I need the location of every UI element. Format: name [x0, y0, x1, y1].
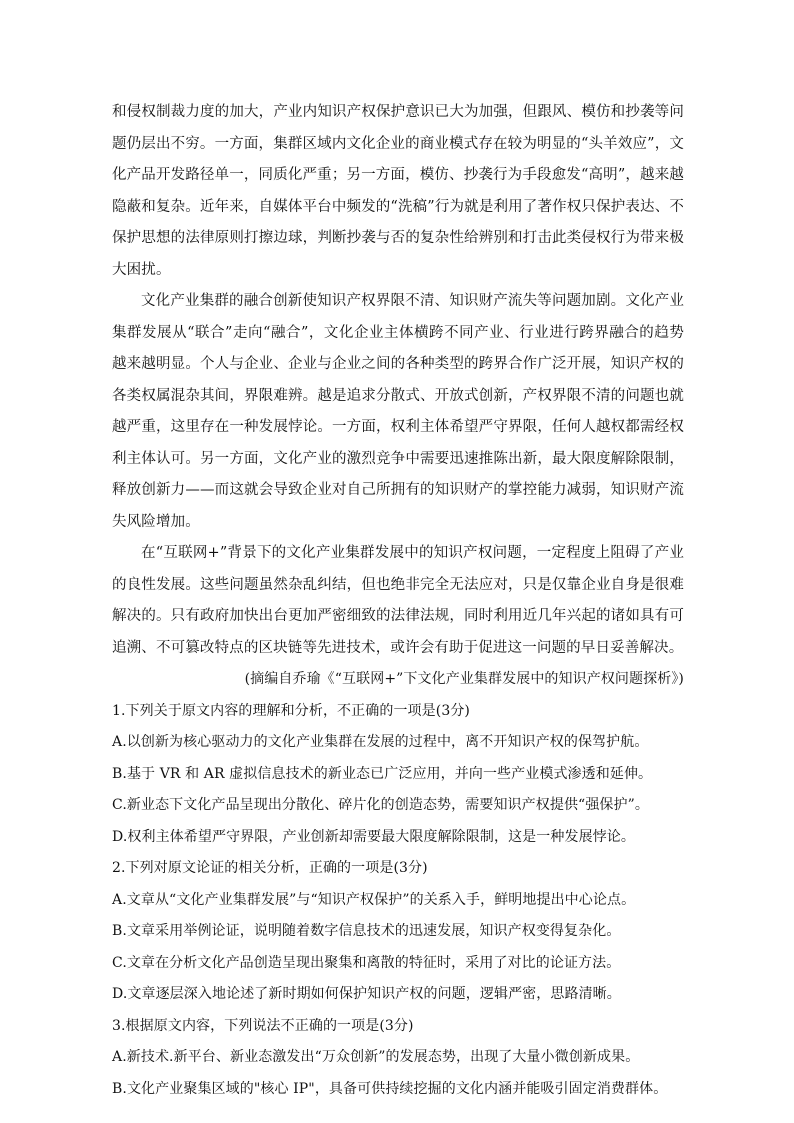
passage-paragraph: 和侵权制裁力度的加大，产业内知识产权保护意识已大为加强，但跟风、模仿和抄袭等问题仍层出不穷。一方面，集群区域内文化企业的商业模式存在较为明显的“头羊效应”，文化产品开发路径单一，同质化严重；另一方面，模仿、抄袭行为手段愈发“高明”，越来越隐蔽和复杂。近年来，自媒体平台中频发的“洗稿”行为就是利用了著作权只保护表达、不保护思想的法律原则打擦边球，判断抄袭与否的复杂性给辨别和打击此类侵权行为带来极大困扰。: [112, 104, 684, 278]
question-option: D.权利主体希望严守界限，产业创新却需要最大限度解除限制，这是一种发展悖论。: [112, 828, 635, 845]
question-stem: 1.下列关于原文内容的理解和分析，不正确的一项是(3分): [112, 702, 470, 719]
question-option: B.文章采用举例论证，说明随着数字信息技术的迅速发展，知识产权变得复杂化。: [112, 923, 621, 939]
passage-source: (摘编自乔瑜《“互联网+”下文化产业集群发展中的知识产权问题探析》): [244, 671, 684, 687]
page-content: [112, 97, 684, 1105]
reading-passage: [112, 97, 684, 696]
question-option: A.新技术.新平台、新业态激发出“万众创新”的发展态势，出现了大量小微创新成果。: [112, 1049, 640, 1065]
question-option: C.新业态下文化产品呈现出分散化、碎片化的创造态势，需要知识产权提供“强保护”。: [112, 797, 649, 813]
question-option: A.以创新为核心驱动力的文化产业集群在发展的过程中，离不开知识产权的保驾护航。: [112, 734, 649, 750]
question-option: B.基于 VR 和 AR 虚拟信息技术的新业态已广泛应用，并向一些产业模式渗透和延伸。: [112, 765, 653, 782]
question-3: [112, 1011, 684, 1106]
question-option: A.文章从“文化产业集群发展”与“知识产权保护”的关系入手，鲜明地提出中心论点。: [112, 891, 636, 908]
passage-paragraph: 文化产业集群的融合创新使知识产权界限不清、知识财产流失等问题加剧。文化产业集群发展从“联合”走向“融合”，文化企业主体横跨不同产业、行业进行跨界融合的趋势越来越明显。个人与企业、企业与企业之间的各种类型的跨界合作广泛开展，知识产权的各类权属混杂其间，界限难辨。越是追求分散式、开放式创新，产权界限不清的问题也就越严重，这里存在一种发展悖论。一方面，权利主体希望严守界限，任何人越权都需经权利主体认可。另一方面，文化产业的激烈竞争中需要迅速推陈出新，最大限度解除限制，释放创新力——而这就会导致企业对自己所拥有的知识财产的掌控能力减弱，知识财产流失风险增加。: [112, 293, 684, 530]
question-2: [112, 853, 684, 1011]
question-option: C.文章在分析文化产品创造呈现出聚集和离散的特征时，采用了对比的论证方法。: [112, 954, 621, 971]
question-option: B.文化产业聚集区域的"核心 IP"，具备可供持续挖掘的文化内涵并能吸引固定消费群体。: [112, 1080, 668, 1097]
question-stem: 2.下列对原文论证的相关分析，正确的一项是(3分): [112, 860, 428, 876]
question-option: D.文章逐层深入地论述了新时期如何保护知识产权的问题，逻辑严密，思路清晰。: [112, 986, 621, 1002]
passage-paragraph: 在“互联网+”背景下的文化产业集群发展中的知识产权问题，一定程度上阻碍了产业的良性发展。这些问题虽然杂乱纠结，但也绝非完全无法应对，只是仅靠企业自身是很难解决的。只有政府加快出台更加严密细致的法律法规，同时利用近几年兴起的诸如具有可追溯、不可篡改特点的区块链等先进技术，或许会有助于促进这一问题的早日妥善解决。: [112, 545, 684, 656]
question-1: [112, 696, 684, 854]
question-stem: 3.根据原文内容，下列说法不正确的一项是(3分): [112, 1017, 414, 1034]
